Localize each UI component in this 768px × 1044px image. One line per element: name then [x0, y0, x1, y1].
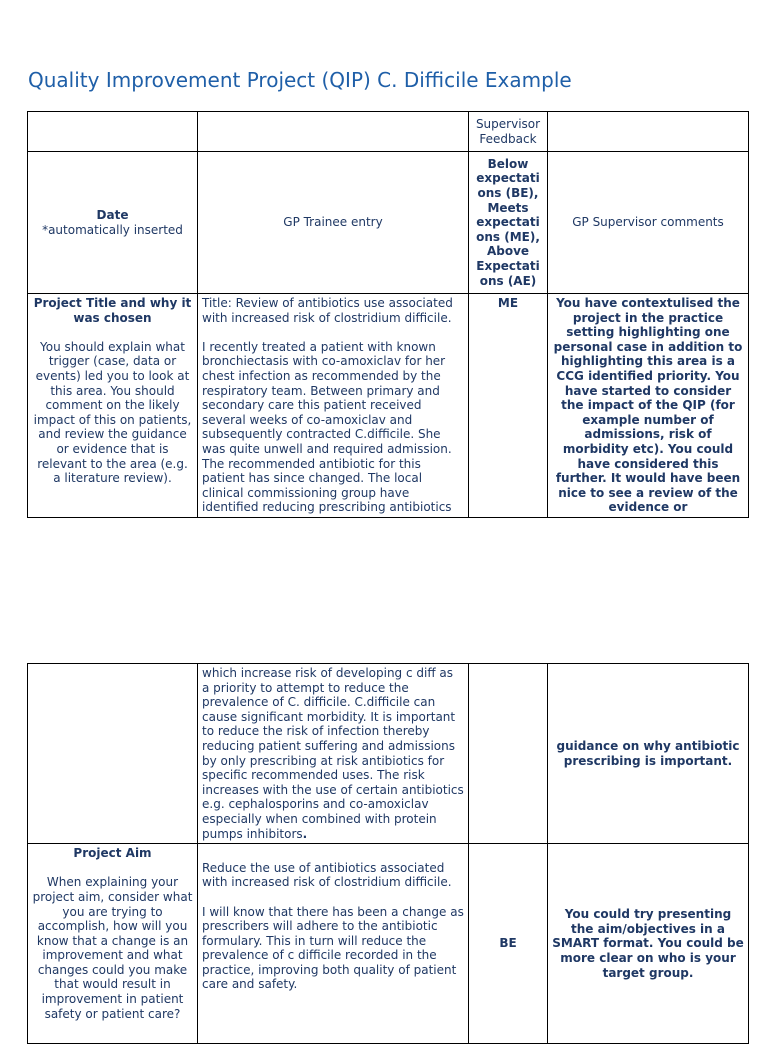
supervisor-comments-header: GP Supervisor comments: [548, 152, 749, 294]
project-aim-rating: BE: [469, 844, 548, 1044]
supervisor-feedback-header: Supervisor Feedback: [469, 112, 548, 152]
trainee-entry-header: GP Trainee entry: [198, 152, 469, 294]
project-title-guidance: You should explain what trigger (case, data or events) led you to look at this area. You should comment on the likely impact of this on patients, and review the guidance or evidence that is relevant to the area (e.g. a literature review).: [33, 339, 192, 486]
header-empty-cell: [548, 112, 749, 152]
empty-cell: [28, 664, 198, 844]
project-aim-guidance: When explaining your project aim, consider what you are trying to accomplish, how will you know that a change is an improvement and what changes could you make that would result in improvement in patient safety or patient care?: [32, 875, 193, 1021]
table-row: [28, 844, 749, 1044]
project-title-heading: Project Title and why it was chosen: [33, 296, 192, 325]
entry-paragraph: I will know that there has been a change as prescribers will adhere to the antibiotic formulary. This in turn will reduce the prevalence of c difficile recorded in the practice, improving both quality of patient care and safety.: [202, 904, 464, 992]
project-title-cell: [28, 294, 198, 518]
qip-table-part-1: [27, 111, 749, 518]
table-row: [28, 664, 749, 844]
project-aim-entry: [198, 844, 469, 1044]
empty-cell: [469, 664, 548, 844]
project-title-rating: ME: [469, 294, 548, 518]
project-aim-cell: [28, 844, 198, 1044]
date-note: *automatically inserted: [42, 222, 183, 237]
entry-paragraph: Reduce the use of antibiotics associated with increased risk of clostridium difficile.: [202, 860, 452, 890]
table-row: [28, 112, 749, 152]
entry-end: .: [302, 826, 308, 841]
header-empty-cell: [28, 112, 198, 152]
header-empty-cell: [198, 112, 469, 152]
project-title-entry: [198, 294, 469, 518]
table-row: [28, 294, 749, 518]
entry-text: which increase risk of developing c diff as a priority to attempt to reduce the prevalence of C. difficile. C.difficile can cause significant morbidity. It is important to reduce the risk of infection thereby reducing patient suffering and admissions by only prescribing at risk antibiotics for specific recommended uses. The risk increases with the use of certain antibiotics e.g. cephalosporins and co-amoxiclav especially when combined with protein pumps inhibitors: [202, 666, 464, 841]
continued-comment: guidance on why antibiotic prescribing is important.: [548, 664, 749, 844]
page-title: Quality Improvement Project (QIP) C. Difficile Example: [28, 68, 572, 92]
project-aim-comment: You could try presenting the aim/objectives in a SMART format. You could be more clear on who is your target group.: [548, 844, 749, 1044]
entry-paragraph: Title: Review of antibiotics use associated with increased risk of clostridium difficile.: [202, 296, 453, 325]
continued-entry: [198, 664, 469, 844]
rating-scale-header: Below expectati ons (BE), Meets expectati ons (ME), Above Expectati ons (AE): [469, 152, 548, 294]
table-row: [28, 152, 749, 294]
qip-table-part-2: [27, 663, 749, 1044]
date-header: [28, 152, 198, 294]
entry-paragraph: I recently treated a patient with known bronchiectasis with co-amoxiclav for her chest infection as recommended by the respiratory team. Between primary and secondary care this patient received several weeks of co-amoxiclav and subsequently contracted C.difficile. She was quite unwell and required admission. The recommended antibiotic for this patient has since changed. The local clinical commissioning group have identified reducing prescribing antibiotics: [202, 339, 452, 515]
project-aim-heading: Project Aim: [73, 846, 152, 861]
date-label: Date: [96, 207, 129, 222]
project-title-comment: You have contextulised the project in the practice setting highlighting one personal case in addition to highlighting this area is a CCG identified priority. You have started to consider the impact of the QIP (for example number of admissions, risk of morbidity etc). You could have considered this further. It would have been nice to see a review of the evidence or: [548, 294, 749, 518]
